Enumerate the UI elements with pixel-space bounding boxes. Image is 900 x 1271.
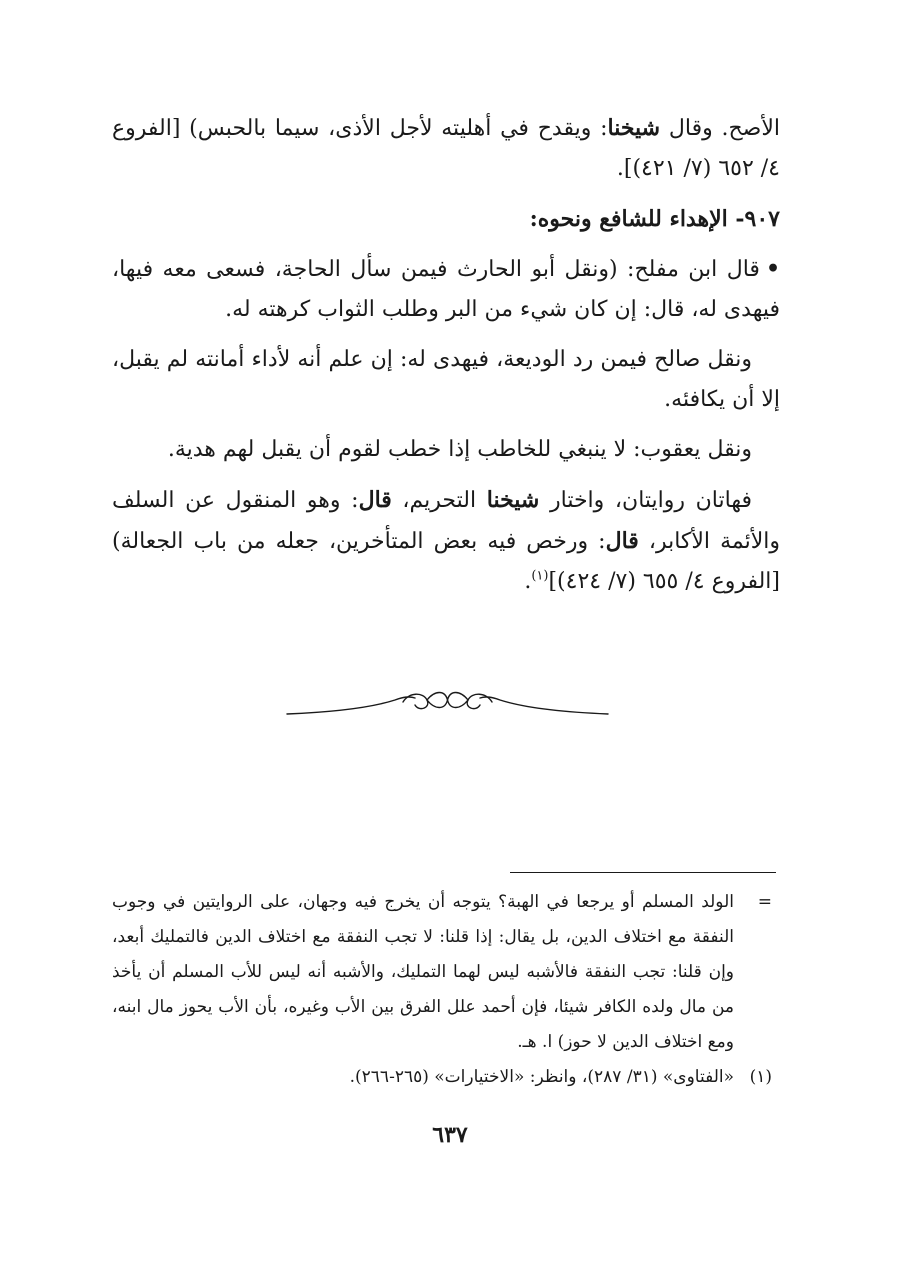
footnote-separator <box>510 872 776 873</box>
footnote-continuation <box>112 885 780 1060</box>
paragraph-1 <box>112 108 780 189</box>
footnote-ref-1[interactable]: (١) <box>531 568 549 584</box>
paragraph-2 <box>112 249 780 330</box>
main-text <box>112 108 780 612</box>
p5-text-3: : وهو المنقول عن السلف والأئمة الأكابر، <box>112 488 781 554</box>
paragraph-4: ونقل يعقوب: لا ينبغي للخاطب إذا خطب لقوم أن يقبل لهم هدية. <box>167 437 752 462</box>
section-heading: ٩٠٧- الإهداء للشافع ونحوه: <box>529 206 780 232</box>
footnote-1 <box>112 1060 780 1095</box>
page-number: ٦٣٧ <box>432 1122 468 1148</box>
p5-bold-qal-1: قال <box>358 487 392 513</box>
p2-text: قال ابن مفلح: (ونقل أبو الحارث فيمن سأل الحاجة، فسعى معه فيها، فيهدى له، قال: إن كان شيء من البر وطلب الثواب كرهته له. <box>112 257 780 322</box>
p5-text-2: التحريم، <box>391 488 487 513</box>
p5-bold-qal-2: قال <box>605 528 639 554</box>
p5-text-1: فهاتان روايتان، واختار <box>539 488 752 513</box>
continuation-marker: = <box>757 892 772 912</box>
p5-text-4: : ورخص فيه بعض المتأخرين، جعله من باب الجعالة) [الفروع ٤/ ٦٥٥ (٧/ ٤٢٤)] <box>112 529 780 594</box>
footnote-1-text: «الفتاوى» (٣١/ ٢٨٧)، وانظر: «الاختيارات» (٢٦٥-٢٦٦). <box>349 1067 734 1087</box>
paragraph-5 <box>112 480 780 602</box>
footnote-1-marker: (١) <box>749 1067 772 1087</box>
paragraph-3: ونقل صالح فيمن رد الوديعة، فيهدى له: إن علم أنه لأداء أمانته لم يقبل، إلا أن يكافئه. <box>112 347 780 412</box>
p5-bold-shaykhuna: شيخنا <box>486 487 540 513</box>
p1-bold-shaykhuna: شيخنا <box>607 115 661 141</box>
footnotes <box>112 885 780 1095</box>
p1-text-after: : ويقدح في أهليته لأجل الأذى، سيما بالحبس) [الفروع ٤/ ٦٥٢ (٧/ ٤٢١)]. <box>112 116 780 181</box>
p1-text-before: الأصح. وقال <box>660 116 780 141</box>
p5-text-end: . <box>524 569 532 594</box>
ornament-divider-icon <box>285 688 610 728</box>
footnote-continuation-text: الولد المسلم أو يرجعا في الهبة؟ يتوجه أن يخرج فيه وجهان، على الروايتين في وجوب النفقة مع اختلاف الدين، بل يقال: إذا قلنا: لا تجب النفقة مع اختلاف الدين فالتمليك أبعد، وإن قلنا: تجب النفقة فالأشبه ليس لهما التمليك، والأشبه أنه ليس للأب المسلم أن يأخذ من مال ولده الكافر شيئا، فإن أحمد علل الفرق بين الأب وغيره، بأن الأب يحوز مال ابنه، ومع اختلاف الدين لا حوز) ا. هـ. <box>112 892 734 1052</box>
bullet-icon: • <box>765 256 780 282</box>
